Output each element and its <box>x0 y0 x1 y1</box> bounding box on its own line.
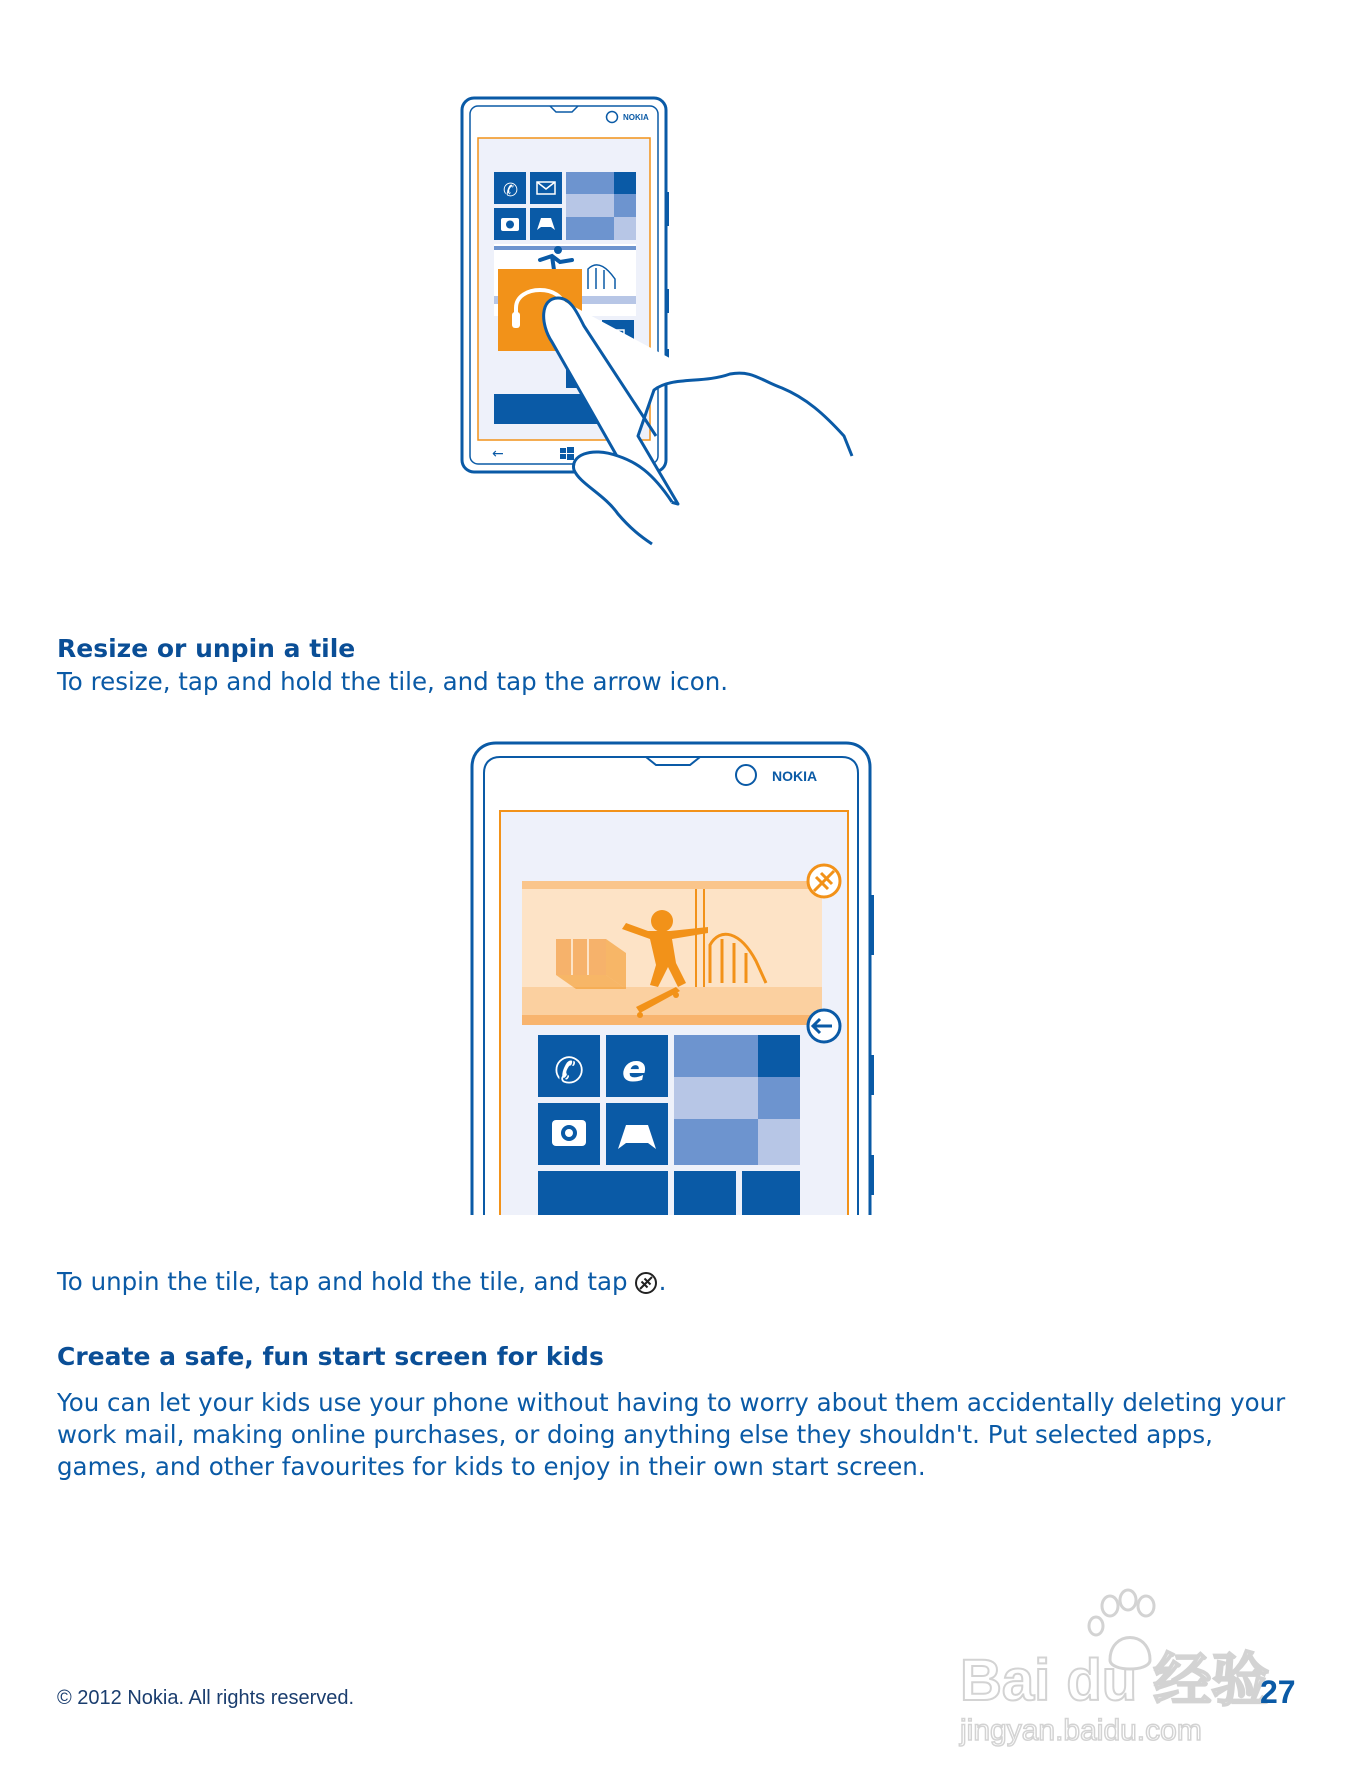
phone-brand: NOKIA <box>772 768 818 784</box>
phone-icon: ✆ <box>503 180 519 201</box>
section-heading-kids: Create a safe, fun start screen for kids <box>57 1342 604 1371</box>
watermark-url: jingyan.baidu.com <box>960 1714 1202 1747</box>
phone-brand: NOKIA <box>623 113 649 122</box>
ie-icon: e <box>622 1049 647 1090</box>
section-heading-resize: Resize or unpin a tile <box>57 634 356 663</box>
unpin-icon <box>808 865 840 897</box>
unpin-instruction-text: To unpin the tile, tap and hold the tile, and tap <box>57 1267 628 1296</box>
phone-icon: ✆ <box>554 1051 585 1092</box>
unpin-instruction-end: . <box>658 1267 667 1296</box>
figure-phone-resize-unpin <box>450 735 910 1215</box>
kids-body: You can let your kids use your phone without having to worry about them accidentally deleting your work mail, making online purchases, or doing anything else they shouldn't. Put selected apps, games, and other favourites for kids to enjoy in their own start screen. <box>57 1388 1286 1481</box>
copyright: © 2012 Nokia. All rights reserved. <box>57 1687 355 1709</box>
page-number: 27 <box>1260 1674 1296 1710</box>
mail-tile <box>530 172 562 204</box>
volume-button <box>870 895 874 955</box>
power-button <box>870 1055 874 1095</box>
figure-phone-tap-hold <box>440 84 920 614</box>
unpin-icon <box>634 1271 658 1295</box>
watermark-brand: Bai du 经验 <box>960 1648 1270 1713</box>
volume-button <box>666 192 669 226</box>
resize-instruction: To resize, tap and hold the tile, and tap the arrow icon. <box>57 667 729 696</box>
camera-button <box>870 1155 874 1195</box>
resize-arrow-icon <box>808 1010 840 1042</box>
building-shape <box>556 939 626 989</box>
power-button <box>666 289 669 313</box>
unpin-instruction <box>57 1266 666 1298</box>
baidu-watermark <box>950 1570 1280 1750</box>
back-icon: ← <box>492 446 504 462</box>
